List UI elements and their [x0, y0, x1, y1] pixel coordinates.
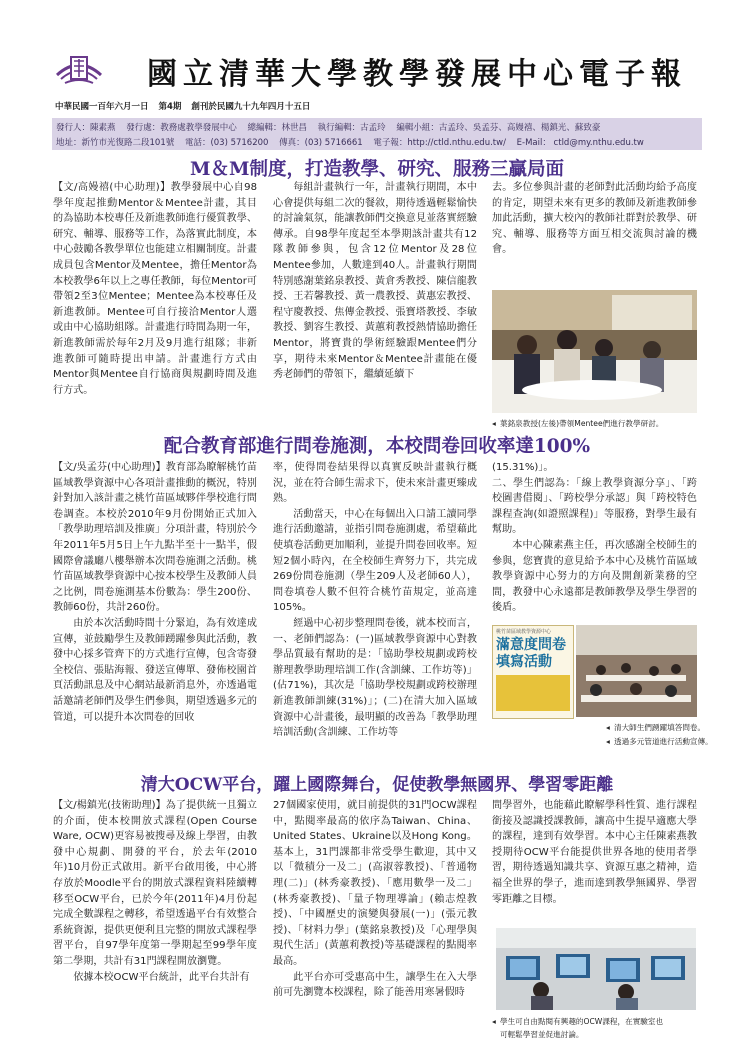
- article2-caption2: [606, 736, 713, 747]
- triangle-bullet-icon: ◂: [492, 1017, 496, 1026]
- article1-col2-text: 每組計畫執行一年，計畫執行期間，本中心會提供每組二次的餐敘，期待透過輕鬆愉快的討論氣氛，能讓教師們交換意見並落實經驗傳承。自98學年度起至本學期該計畫共有12隊教師參與，包含12位Mentor及28位Mentee參加，人數達到40人。計畫執行期間特別感謝葉銘泉教授、黃倉秀教授、陳信龍教授、王若馨教授、黃一農教授、黃惠宏教授、程守慶教授、焦傳金教授、張寶塔教授、李敏教授、劉容生教授、黃蕙莉教授熱情協助擔任Mentor，將寶貴的學術經驗跟Mentee們分享，期待未來Mentor＆Mentee計畫能在優秀老師們的帶領下，繼續延續下: [273, 182, 477, 381]
- staff-info-box: [52, 118, 702, 150]
- article2-col2-para3: 經過中心初步整理問卷後，就本校而言，一、老師們認為：(一)區域教學資源中心對教學品質最有幫助的是：「協助學校規劃或跨校辦理教學助理培訓工作(含訓練、工作坊等)」(佔71%)，其次是「協助學校規劃或跨校辦理新進教師訓練(31%)」；(二)在清大加入區域資源中心計畫後，最明顯的改善為「教學助理培訓活動(含訓練、工作坊等: [273, 617, 477, 739]
- article3-col2-para1: 27個國家使用，就目前提供的31門OCW課程中，點閱率最高的依序為Taiwan、China、United States、Ukraine以及Hong Kong。基本上，31門課都非常受學生歡迎，其中又以「微積分一及二」(高淑蓉教授)、「普通物理(二)」(林秀豪教授)、「應用數學一及二」(林秀豪教授)、「量子物理導論」(賴志煌教授)、「中國歷史的演變與發展(一)」(張元教授)、「材料力學」(葉銘泉教授)及「心理學與現代生活」(黃蕙莉教授)等基礎課程的點閱率最高。: [273, 800, 477, 967]
- article2-col2-para1: 率，使得問卷結果得以真實反映計畫執行概況，並在符合師生需求下，使未來計畫更臻成熟。: [273, 462, 477, 505]
- poster-headline-2: 填寫活動: [496, 654, 552, 670]
- website-link[interactable]: 電子報：http://ctld.nthu.edu.tw/: [373, 138, 506, 148]
- article1-caption-text: 葉銘泉教授(左後)帶領Mentee們進行教學研討。: [500, 419, 664, 428]
- contact-row: [56, 136, 652, 148]
- poster-headline-1: 滿意度問卷: [496, 637, 566, 653]
- article2-col3: [492, 460, 697, 620]
- article2-col3-para1: (15.31%)」。: [492, 462, 554, 473]
- article3-col1: [53, 798, 257, 1034]
- triangle-bullet-icon: ◂: [492, 419, 496, 428]
- article3-col2: [273, 798, 477, 1034]
- article2-col2: [273, 460, 477, 760]
- telephone: 電話：(03) 5716200: [184, 138, 269, 148]
- poster-illustration: [496, 675, 570, 711]
- chief-editor: 總編輯：林世昌: [247, 123, 307, 133]
- article2-caption1: [606, 722, 705, 733]
- article2-col2-para2: 活動當天，中心在每個出入口請工讀同學進行活動邀請，並指引問卷施測處，希望藉此使填卷活動更加順利，並提升問卷回收率。短短2個小時內，在全校師生齊努力下，共完成269份問卷施測（學生209人及老師60人），問卷填卷人數不但符合桃竹苗規定，並高達105%。: [273, 508, 477, 614]
- issue-founded: 創刊於民國九十九年四月十五日: [191, 102, 311, 112]
- article3-caption-line2: 可輕鬆學習並促進討論。: [500, 1030, 584, 1039]
- article1-photo-mentor-meeting: [492, 290, 697, 413]
- fax: 傳真：(03) 5716661: [279, 138, 363, 148]
- article1-col1: [53, 180, 257, 396]
- article2-col1-para2: 由於本次活動時間十分緊迫，為有效達成宣傳，並鼓勵學生及教師踴躍參與此活動，教發中心採多管齊下的方式進行宣傳，包含寄發全校信、張貼海報、發送宣傳單、發佈校園首頁活動訊息及中心網站最新消息外，亦透過電話邀請老師們及學生們參與，期望透過多元的管道，可以提升本次問卷的回收: [53, 617, 257, 723]
- article3-title: 清大OCW平台，躍上國際舞台，促使教學無國界、學習零距離: [140, 775, 614, 795]
- article2-title: 配合教育部進行問卷施測，本校問卷回收率達100%: [163, 436, 591, 457]
- email-link[interactable]: E-Mail： ctld@my.nthu.edu.tw: [516, 138, 644, 148]
- paper-title: 國立清華大學教學發展中心電子報: [147, 57, 687, 92]
- article3-col2-para2: 此平台亦可受惠高中生，讓學生在入大學前可先瀏覽本校課程，除了能善用寒暑假時: [273, 971, 477, 999]
- nthu-ctld-logo-icon: [55, 49, 103, 89]
- article2-photo-survey-room: [576, 625, 697, 717]
- article3-col3-text: 間學習外，也能藉此瞭解學科性質、進行課程銜接及認識授課教師，讓高中生提早適應大學的課程，達到有效學習。本中心主任陳素燕教授期待OCW平台能提供世界各地的使用者學習，期待透過知識共享、資源互惠之精神，造福全世界的學子，進而達到教學無國界、學習零距離之目標。: [492, 800, 697, 905]
- article2-caption1-text: 清大師生們踴躍填答問卷。: [614, 723, 706, 732]
- triangle-bullet-icon: ◂: [606, 723, 610, 732]
- issue-line: [55, 100, 317, 112]
- poster-top-text: 桃竹苗區域教學資源中心: [496, 629, 552, 635]
- triangle-bullet-icon: ◂: [606, 737, 610, 746]
- article1-caption: [492, 418, 663, 429]
- article2-col3-para3: 本中心陳素燕主任，再次感謝全校師生的參與，您寶貴的意見給予本中心及桃竹苗區域教學資源中心努力的方向及開創新業務的空間，教發中心永遠都是教師教學及學生學習的後盾。: [492, 539, 697, 614]
- article3-caption-line1-text: 學生可自由點閱有興趣的OCW課程，在實驗室也: [500, 1017, 664, 1026]
- issuer: 發行處：教務處教學發展中心: [126, 123, 237, 133]
- article2-poster: [492, 625, 574, 719]
- issue-number: 第4期: [158, 102, 182, 112]
- article3-photo-ocw-lab: [496, 928, 696, 1010]
- address: 地址：新竹市光復路二段101號: [56, 138, 175, 148]
- article3-col3: [492, 798, 697, 923]
- article2-caption2-text: 透過多元管道進行活動宣傳。: [614, 737, 713, 746]
- article1-col3: [492, 180, 697, 290]
- article2-col1: [53, 460, 257, 760]
- article1-col1-text: 【文/高嫚禧(中心助理)】教學發展中心自98學年度起推動Mentor＆Mentee計畫，其目的為協助本校專任及新進教師進行優質教學、研究、輔導、服務等工作，為落實此制度，本中心鼓勵各教學單位也能建立相關制度。計畫成員包含Mentor及Mentee，擔任Mentor為本校教學6年以上之專任教師，每位Mentor可帶領2至3位Mentee；Mentee為本校專任及新進教師。Mentee可自行接洽Mentor人選或由中心協助組隊。計畫進行時間為期一年，新進教師需於每年2月及9月進行組隊；非新進教師可隨時提出申請。計畫進行方式由Mentor與Mentee自行協商與規劃時間及進行方式。: [53, 182, 257, 396]
- article1-col2: [273, 180, 477, 398]
- article3-caption-line1: [492, 1016, 663, 1027]
- issue-date: 中華民國一百年六月一日: [55, 102, 149, 112]
- article2-col1-para1: 【文/吳孟芬(中心助理)】教育部為瞭解桃竹苗區域教學資源中心各項計畫推動的概況，特別針對加入該計畫之桃竹苗區域夥伴學校進行問卷調查。本校於2010年9月份開始正式加入「教學助理培訓及推廣」分項計畫，特別於今年2011年5月5日上午九點半至十一點半，假國際會議廳八樓舉辦本次問卷施測之活動。桃竹苗區域教學資源中心按本校學生及教師人員之比例，問卷施測基本份數為：學生200份、教師60份，共計260份。: [53, 462, 257, 614]
- staff-row: [56, 121, 608, 133]
- article3-col1-para2: 依據本校OCW平台統計，此平台共計有: [73, 971, 250, 983]
- article3-col1-para1: 【文/楊鎮光(技術助理)】為了提供統一且獨立的介面，使本校開放式課程(Open Course Ware, OCW)更容易被搜尋及線上學習，由教發中心規劃、開發的平台，於去年(2010年)10月份正式啟用。新平台啟用後，中心將存放於Moodle平台的開放式課程資料陸續轉移至OCW平台，已於今年(2011年)4月份起完成全數課程之轉移，希望透過平台有效整合系統資源，提供更便利且完整的開放式課程學習平台，自97學年度第一學期起至99學年度第二學期，共計有31門課程開放瀏覽。: [53, 800, 257, 967]
- editorial-team: 編輯小組：古孟玲、吳孟芬、高嫚禧、楊鎮光、蘇致豪: [396, 123, 601, 133]
- masthead: [55, 45, 705, 95]
- article2-col3-para2: 二、學生們認為：「線上教學資源分享」、「跨校圖書借閱」、「跨校學分承認」與「跨校特色課程查詢(如證照課程)」等服務，對學生最有幫助。: [492, 477, 697, 536]
- article1-title: M＆M制度，打造教學、研究、服務三贏局面: [190, 159, 564, 180]
- exec-editor: 執行編輯：古孟玲: [317, 123, 386, 133]
- article1-col3-text: 去。多位參與計畫的老師對此活動均給予高度的肯定，期望未來有更多的教師及新進教師參加此活動，擴大校內的教師社群對於教學、研究、輔導、服務等方面互相交流與討論的機會。: [492, 182, 697, 256]
- publisher: 發行人：陳素燕: [56, 123, 116, 133]
